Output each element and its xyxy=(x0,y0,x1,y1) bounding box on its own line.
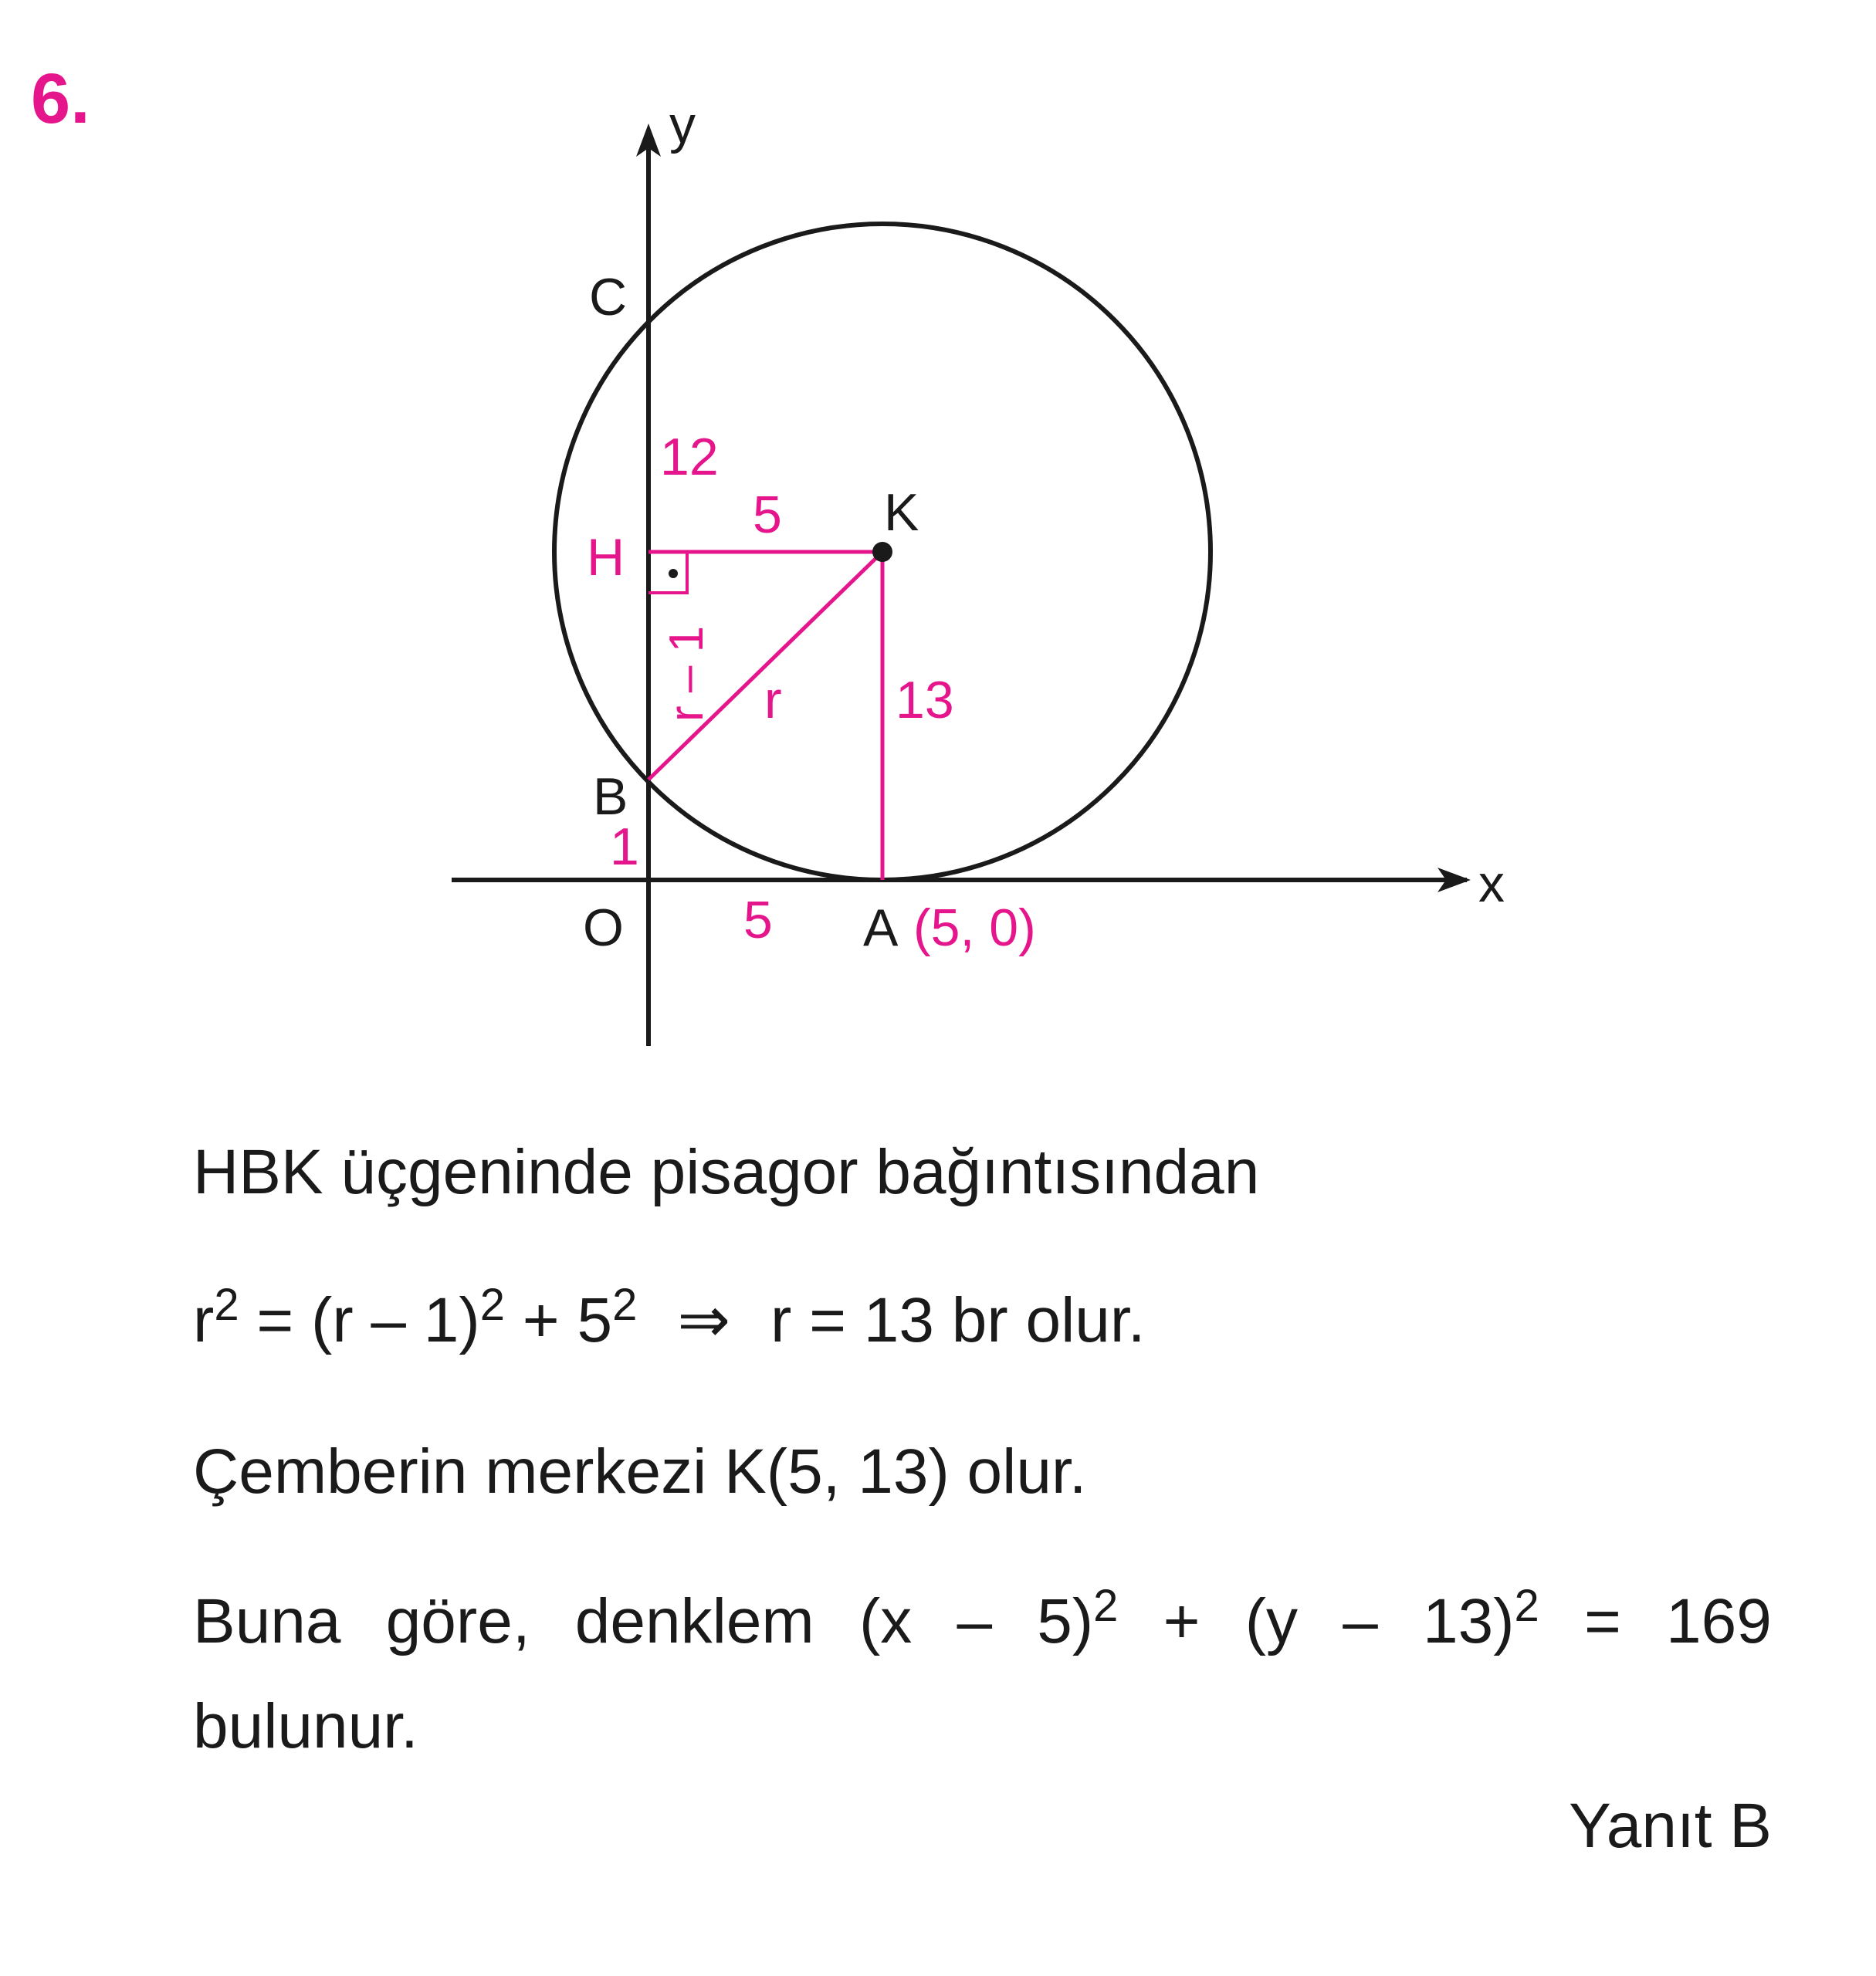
center-point-K xyxy=(872,542,892,562)
solution-line-1: HBK üçgeninde pisagor bağıntısından xyxy=(193,1137,1260,1207)
word: 13)$^2$ xyxy=(1422,1581,1539,1656)
word: 5)$^2$ xyxy=(1037,1581,1119,1656)
y-axis-label: y xyxy=(669,96,696,154)
eq-middle: = (r – 1) xyxy=(239,1285,480,1355)
eq-result: r = 13 br olur. xyxy=(770,1285,1146,1355)
eq-exp-1: 2 xyxy=(214,1280,239,1330)
length-label-KA: 13 xyxy=(896,671,954,729)
eq-exp-2: 2 xyxy=(479,1280,505,1330)
solution-equation xyxy=(193,1280,1146,1355)
implies-arrow: ⇒ xyxy=(677,1285,731,1355)
solution-line-4 xyxy=(193,1581,1772,1656)
word: – xyxy=(1343,1586,1378,1656)
eq-r: r xyxy=(193,1285,215,1355)
right-angle-dot xyxy=(669,569,678,578)
word: Buna xyxy=(193,1586,341,1656)
solution-line-3: Çemberin merkezi K(5, 13) olur. xyxy=(193,1436,1087,1507)
point-label-C: C xyxy=(589,268,628,327)
length-label-HC: 12 xyxy=(660,428,719,486)
length-label-OA: 5 xyxy=(743,891,773,949)
word: = xyxy=(1583,1586,1621,1656)
eq-exp-3: 2 xyxy=(612,1280,638,1330)
point-label-B: B xyxy=(593,767,628,826)
length-label-HK: 5 xyxy=(753,486,782,544)
point-label-H: H xyxy=(587,528,625,587)
word: (y xyxy=(1244,1586,1298,1656)
answer: Yanıt B xyxy=(1569,1791,1772,1861)
x-axis-label: x xyxy=(1478,854,1505,913)
question-number: 6. xyxy=(31,59,90,138)
length-label-BK: r xyxy=(764,671,782,729)
word: (x xyxy=(858,1586,913,1656)
length-label-OB: 1 xyxy=(610,817,639,876)
right-angle-marker xyxy=(648,552,687,593)
word: – xyxy=(957,1586,993,1656)
word: denklem xyxy=(574,1586,814,1656)
point-label-A: A xyxy=(863,898,899,957)
point-A-coords: (5, 0) xyxy=(913,898,1036,957)
point-label-K: K xyxy=(884,483,919,542)
point-label-O: O xyxy=(583,898,624,957)
word: göre, xyxy=(385,1586,530,1656)
solution-line-5: bulunur. xyxy=(193,1691,418,1761)
eq-plus: + 5 xyxy=(505,1285,613,1355)
length-label-HB: r – 1 xyxy=(660,625,713,722)
word: 169 xyxy=(1666,1586,1772,1656)
word: + xyxy=(1163,1586,1200,1656)
